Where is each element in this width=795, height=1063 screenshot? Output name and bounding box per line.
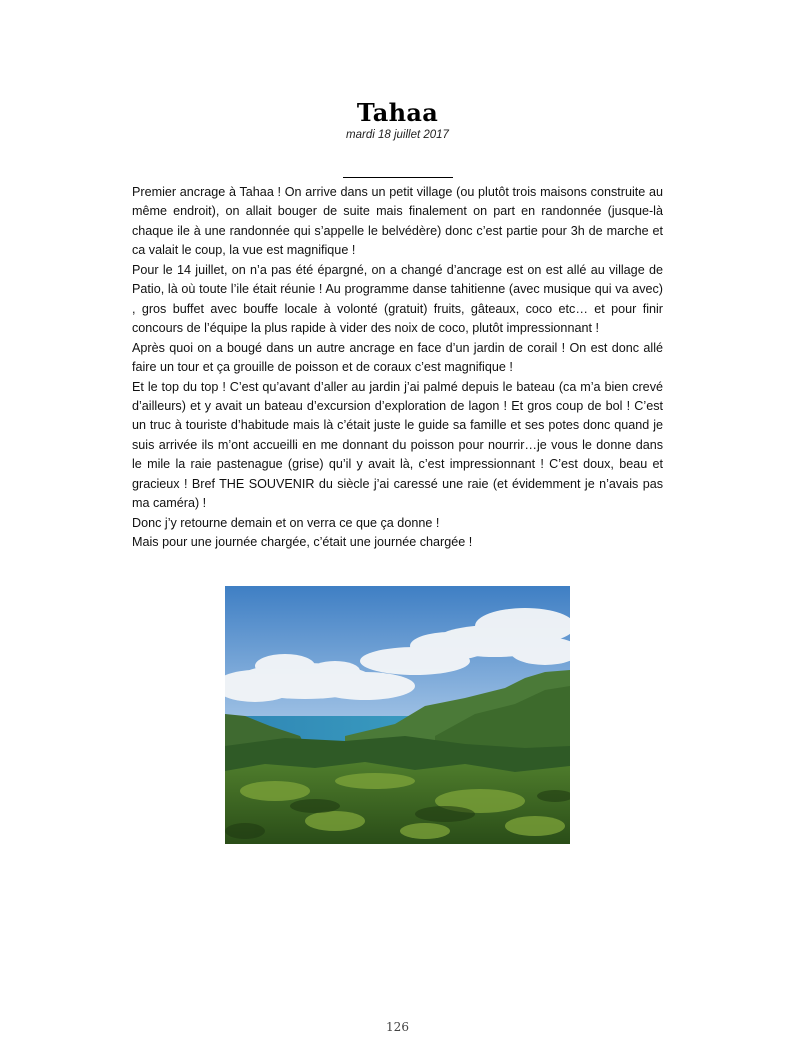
- paragraph-5: Donc j’y retourne demain et on verra ce que ça donne !: [132, 515, 440, 530]
- paragraph-2: Pour le 14 juillet, on n’a pas été épargné, on a changé d’ancrage est on est allé au village de Patio, là où toute l’ile était réunie ! Au programme danse tahitienne (avec musique qui va avec) , gros buffet avec bouffe locale à volonté (gratuit) fruits, gâteaux, coco etc… et pour finir concours de l’équipe la plus rapide à vider des noix de coco, plutôt impressionnant !: [132, 262, 663, 336]
- paragraph-6: Mais pour une journée chargée, c’était une journée chargée !: [132, 535, 473, 550]
- post-date: mardi 18 juillet 2017: [346, 129, 449, 141]
- article-body: [132, 183, 663, 553]
- landscape-photo: [225, 586, 570, 844]
- page-title: Tahaa: [356, 98, 439, 127]
- paragraph-4: Et le top du top ! C’est qu’avant d’aller au jardin j’ai palmé depuis le bateau (ca m’a bien crevé d’ailleurs) et y avait un bateau d’excursion d’exploration de lagon ! Et gros coup de bol ! C’est un truc à touriste d’habitude mais là c’était juste le guide sa famille et ses potes donc quand je suis arrivée ils m’ont accueilli en me donnant du poisson pour nourrir…je vous le donne dans le mile la raie pastenague (grise) qu’il y avait là, c’est impressionnant ! C’est doux, beau et gracieux ! Bref THE SOUVENIR du siècle j’ai caressé une raie (et évidemment je n’avais pas ma caméra) !: [132, 379, 663, 511]
- paragraph-3: Après quoi on a bougé dans un autre ancrage en face d’un jardin de corail ! On est donc allé faire un tour et ça grouille de poisson et de coraux c’est magnifique !: [132, 340, 663, 375]
- title-divider: [343, 177, 453, 178]
- page-number: 126: [386, 1020, 409, 1034]
- paragraph-1: Premier ancrage à Tahaa ! On arrive dans un petit village (ou plutôt trois maisons construite au même endroit), on allait bouger de suite mais finalement on part en randonnée (jusque-là chaque ile à une randonnée qui s’appelle le belvédère) donc c’est partie pour 3h de marche et ca valait le coup, la vue est magnifique !: [132, 185, 663, 258]
